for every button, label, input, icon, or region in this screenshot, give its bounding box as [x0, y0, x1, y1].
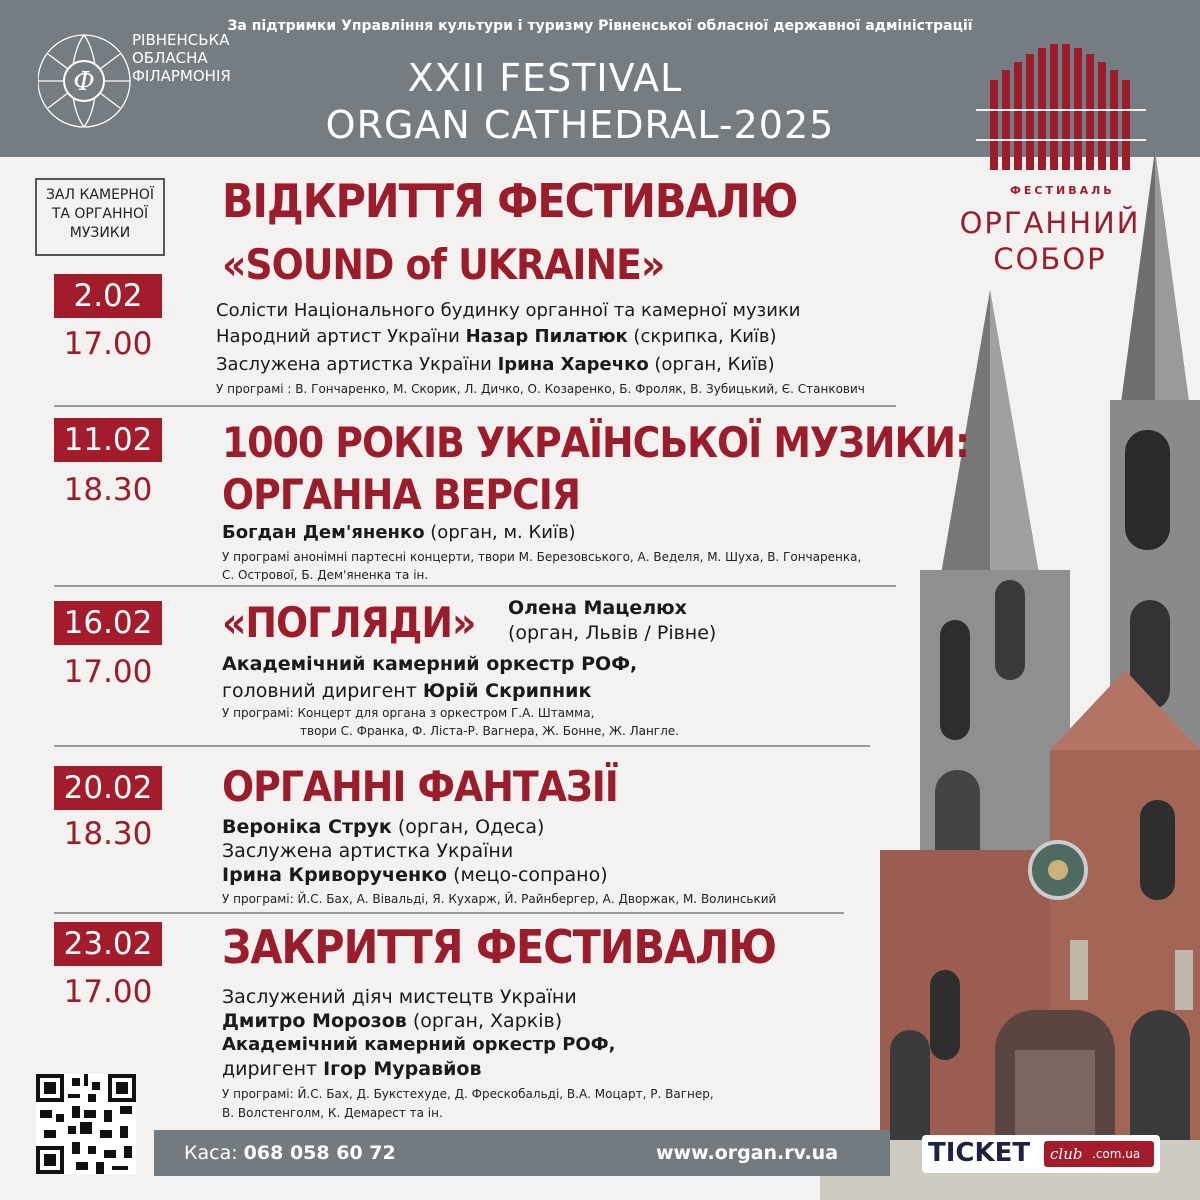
event-program: У програмі: Концерт для органа з оркестром Г.А. Штамма, [222, 706, 595, 720]
event-program: У програмі анонімні партесні концерти, твори М. Березовського, А. Веделя, М. Шуха, В. Гончаренка, [222, 550, 862, 564]
event-program: У програмі: Й.С. Бах, А. Вівальді, Я. Кухарж, Й. Райнбергер, А. Дворжак, М. Волинський [222, 892, 777, 906]
svg-text:Ф: Ф [73, 67, 95, 97]
divider [54, 912, 844, 914]
ticket-club: club [1050, 1145, 1083, 1163]
event-time: 18.30 [63, 816, 153, 852]
event-subtitle: «SOUND of UKRAINE» [222, 240, 665, 289]
performer-name: Богдан Дем'яненко [222, 522, 425, 543]
brand-small: ФЕСТИВАЛЬ [1010, 184, 1115, 197]
event-date: 2.02 [54, 274, 162, 318]
philharmonic-line: РІВНЕНСЬКА [132, 31, 230, 49]
text: диригент [222, 1058, 324, 1080]
philharmonic-name [132, 31, 231, 85]
event-line [222, 1010, 562, 1032]
church-illustration [820, 150, 1200, 1200]
event-program: У програмі : В. Гончаренко, М. Скорик, Л. Дичко, О. Козаренко, Б. Фроляк, В. Зубицький, Є. Станкович [216, 382, 865, 396]
text: (скрипка, Київ) [627, 326, 777, 347]
text: (орган, Одеса) [391, 816, 545, 838]
event-time: 17.00 [63, 326, 153, 362]
divider [54, 745, 870, 747]
qr-code-icon[interactable] [36, 1074, 136, 1174]
event-program: твори С. Франка, Ф. Ліста-Р. Вагнера, Ж. Бонне, Ж. Лангле. [300, 724, 679, 738]
event-time: 17.00 [63, 974, 153, 1010]
event-title: ВІДКРИТТЯ ФЕСТИВАЛЮ [222, 174, 798, 228]
ticket-club-logo[interactable] [922, 1135, 1160, 1173]
support-text: За підтримки Управління культури і туризму Рівненської обласної державної адміністрації [227, 18, 973, 34]
text: (орган, Київ) [648, 354, 775, 375]
event-time: 18.30 [63, 472, 153, 508]
event-line [222, 522, 576, 543]
event-line [222, 864, 608, 886]
event-date: 20.02 [54, 766, 162, 810]
event-line [222, 816, 544, 838]
performer-name: Ігор Муравйов [323, 1058, 482, 1080]
ticket-word: TICKET [928, 1138, 1031, 1168]
divider [54, 585, 896, 587]
performer-name: Олена Мацелюх [508, 597, 687, 619]
text: (орган, Харків) [406, 1010, 563, 1032]
box-office-label: Каса: [184, 1142, 244, 1164]
orchestra-name: Академічний камерний оркестр РОФ, [222, 653, 638, 675]
event-line [216, 354, 775, 375]
event-line: Заслужена артистка України [222, 840, 514, 862]
divider [54, 405, 896, 407]
event-line: (орган, Львів / Рівне) [508, 622, 717, 644]
hall-label [35, 178, 165, 256]
text: (мецо-сопрано) [447, 864, 608, 886]
event-title: «ПОГЛЯДИ» [222, 598, 476, 647]
text: Народний артист України [216, 326, 466, 347]
event-line [222, 1058, 482, 1080]
organ-pipes-icon [976, 40, 1146, 180]
event-line [222, 680, 591, 702]
event-title: 1000 РОКІВ УКРАЇНСЬКОЇ МУЗИКИ: [222, 418, 970, 467]
philharmonic-line: ФІЛАРМОНІЯ [132, 67, 231, 85]
brand-line1: ОРГАННИЙ [959, 206, 1141, 240]
text: (орган, м. Київ) [424, 522, 576, 543]
orchestra-name: Академічний камерний оркестр РОФ, [222, 1034, 616, 1055]
event-line [216, 326, 777, 347]
event-date: 11.02 [54, 418, 162, 462]
event-line: Заслужений діяч мистецтв України [222, 986, 577, 1008]
text: головний диригент [222, 680, 423, 702]
brand-line2: СОБОР [993, 242, 1107, 276]
performer-name: Юрій Скрипник [422, 680, 592, 702]
event-subtitle: ОРГАННА ВЕРСІЯ [222, 470, 580, 519]
website-link[interactable]: www.organ.rv.ua [656, 1142, 839, 1164]
ticket-domain: .com.ua [1092, 1147, 1141, 1161]
event-title: ОРГАННІ ФАНТАЗІЇ [222, 762, 618, 811]
performer-name: Ірина Криворученко [222, 864, 448, 886]
event-time: 17.00 [63, 654, 153, 690]
event-program: С. Острової, Б. Дем'яненка та ін. [222, 568, 429, 582]
philharmonic-line: ОБЛАСНА [132, 49, 208, 67]
box-office[interactable] [184, 1142, 396, 1164]
performer-name: Назар Пилатюк [465, 326, 628, 347]
hall-line: МУЗИКИ [69, 225, 131, 241]
festival-title-line2: ORGAN CATHEDRAL-2025 [325, 103, 835, 147]
event-title: ЗАКРИТТЯ ФЕСТИВАЛЮ [222, 920, 777, 974]
hall-line: ЗАЛ КАМЕРНОЇ [45, 187, 155, 203]
text: Заслужена артистка України [216, 354, 498, 375]
event-date: 23.02 [54, 922, 162, 966]
event-date: 16.02 [54, 601, 162, 645]
performer-name: Вероніка Струк [222, 816, 392, 838]
event-program: В. Волстенголм, К. Демарест та ін. [222, 1106, 443, 1120]
festival-title-line1: XXII FESTIVAL [407, 56, 683, 100]
phone-number[interactable]: 068 058 60 72 [243, 1142, 396, 1164]
hall-line: ТА ОРГАННОЇ [51, 206, 149, 222]
performer-name: Ірина Харечко [497, 354, 649, 375]
event-program: У програмі: Й.С. Бах, Д. Букстехуде, Д. Фрескобальді, В.А. Моцарт, Р. Вагнер, [222, 1087, 714, 1101]
performer-name: Дмитро Морозов [222, 1010, 407, 1032]
event-line: Солісти Національного будинку органної та камерної музики [216, 300, 801, 321]
